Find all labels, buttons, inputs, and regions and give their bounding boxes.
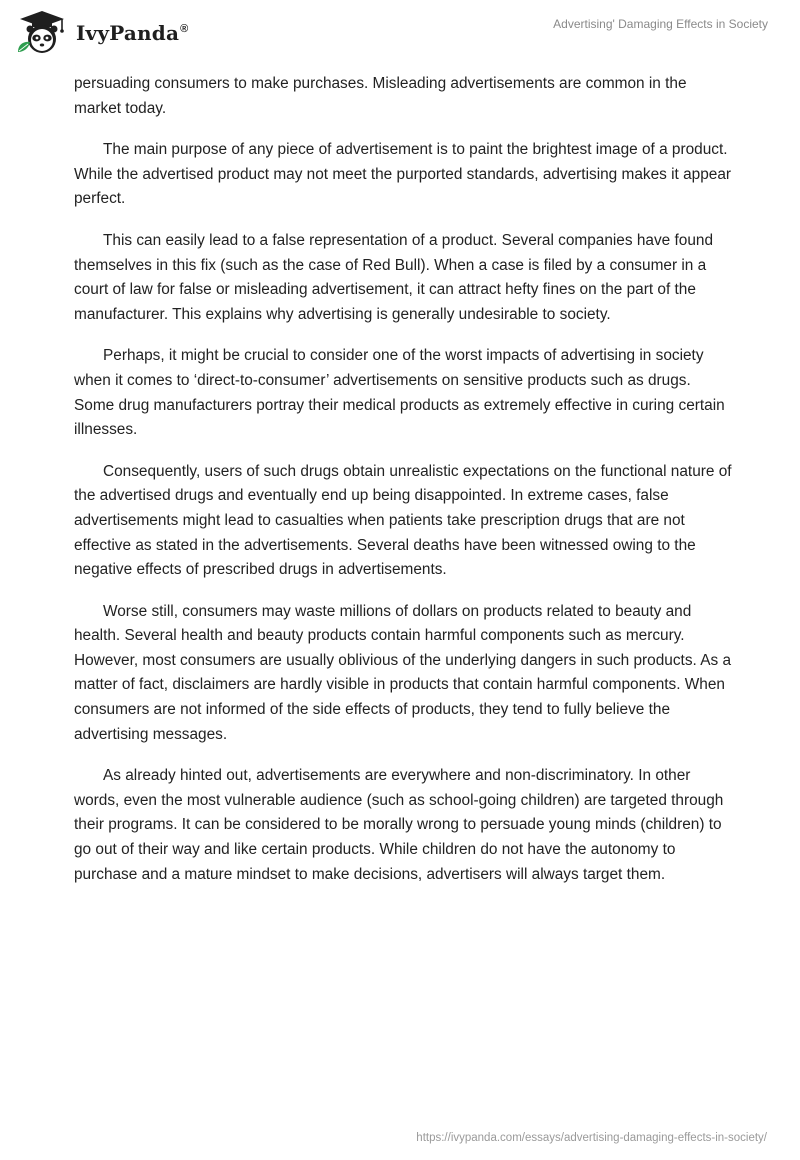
paragraph: This can easily lead to a false representation of a product. Several companies have found themselves in this fix (such as the case of Red Bull). When a case is filed by a consumer in a court of law for false or misleading advertisement, it can attract hefty fines on the part of the manufacturer. This explains why advertising is generally undesirable to society. <box>74 231 714 323</box>
essay-body <box>74 72 734 904</box>
paragraph: The main purpose of any piece of advertisement is to paint the brightest image of a product. While the advertised product may not meet the purported standards, advertising makes it appear perfect. <box>74 141 732 208</box>
paragraph: As already hinted out, advertisements are everywhere and non-discriminatory. In other words, even the most vulnerable audience (such as school-going children) are targeted through their programs. It can be considered to be morally wrong to persuade young minds (children) to go out of their way and like certain products. While children do not have the autonomy to purchase and a mature mindset to make decisions, advertisers will always target them. <box>74 767 724 883</box>
document-title: Advertising' Damaging Effects in Society <box>553 17 768 31</box>
source-url-link[interactable]: https://ivypanda.com/essays/advertising-damaging-effects-in-society/ <box>416 1132 767 1144</box>
paragraph: Consequently, users of such drugs obtain unrealistic expectations on the functional nature of the advertised drugs and eventually end up being disappointed. In extreme cases, false advertisements might lead to casualties when patients take prescription drugs that are not effective as stated in the advertisements. Several deaths have been witnessed owing to the negative effects of prescribed drugs in advertisements. <box>74 462 732 579</box>
brand-name: IvyPanda® <box>76 21 189 45</box>
paragraph-continued: persuading consumers to make purchases. Misleading advertisements are common in the market today. <box>74 75 687 117</box>
paragraph: Perhaps, it might be crucial to consider one of the worst impacts of advertising in society when it comes to ‘direct-to-consumer’ advertisements on sensitive products such as drugs. Some drug manufacturers portray their medical products as extremely effective in curing certain illnesses. <box>74 347 725 439</box>
panda-graduate-icon <box>14 8 70 56</box>
ivypanda-logo[interactable] <box>14 8 188 56</box>
paragraph: Worse still, consumers may waste millions of dollars on products related to beauty and health. Several health and beauty products contain harmful components such as mercury. However, most consumers are usually oblivious of the underlying dangers in such products. As a matter of fact, disclaimers are hardly visible in products that contain harmful components. When consumers are not informed of the side effects of products, they tend to fully believe the advertising messages. <box>74 602 732 743</box>
page-header <box>0 0 800 64</box>
registered-mark: ® <box>180 23 189 36</box>
